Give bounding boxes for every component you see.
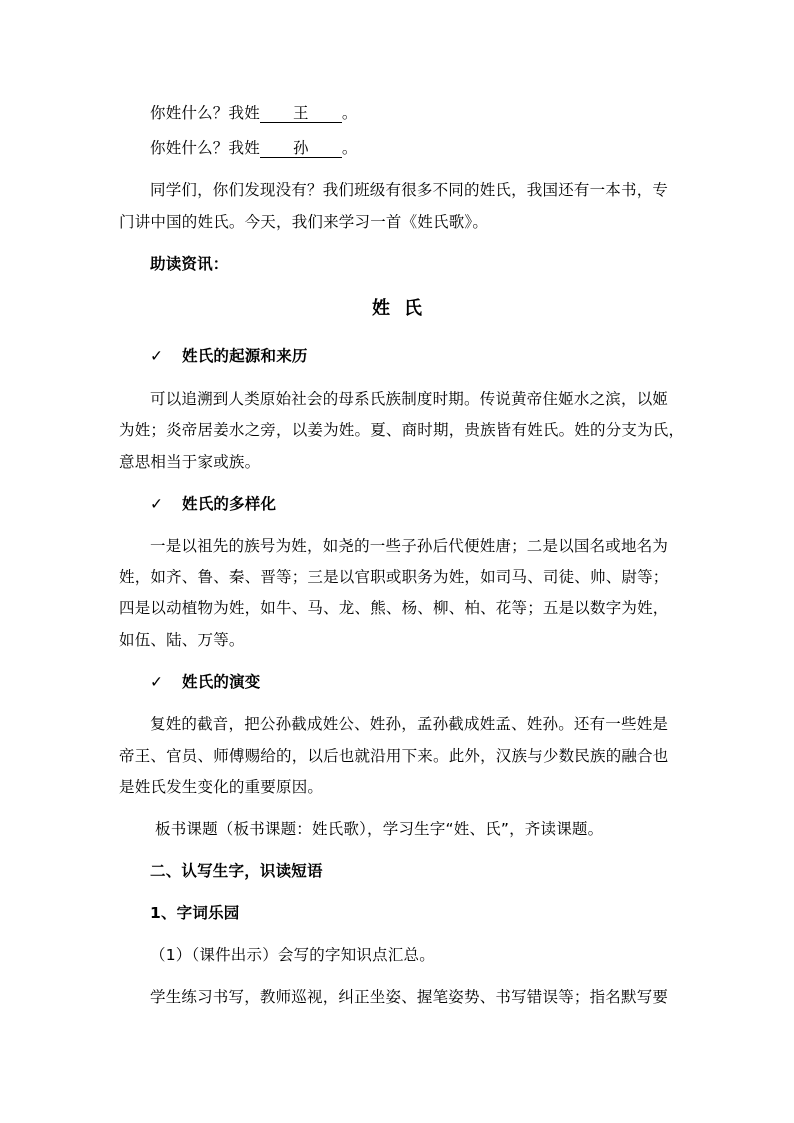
subsection-heading: 1、字词乐园 (150, 904, 240, 922)
paragraph-line: 帝王、官员、师傅赐给的，以后也就沿用下来。此外，汉族与少数民族的融合也 (119, 747, 669, 765)
paragraph-line: 板书课题（板书课题：姓氏歌），学习生字“姓、氏”，齐读课题。 (155, 820, 604, 838)
subheading-text: 姓氏的演变 (182, 673, 261, 691)
paragraph-line: 意思相当于家或族。 (119, 453, 261, 471)
paragraph-line: 姓，如齐、鲁、秦、晋等；三是以官职或职务为姓，如司马、司徒、帅、尉等； (119, 568, 669, 586)
list-item: （1）（课件出示）会写的字知识点汇总。 (150, 946, 435, 964)
paragraph-line: 为姓；炎帝居姜水之旁，以姜为姓。夏、商时期，贵族皆有姓氏。姓的分支为氏， (119, 421, 685, 439)
question-line-2 (150, 138, 710, 158)
paragraph-line: 门讲中国的姓氏。今天，我们来学习一首《姓氏歌》。 (119, 213, 489, 231)
answer-blank: 王 (260, 104, 342, 123)
section-heading: 二、认写生字，识读短语 (150, 862, 323, 880)
paragraph-line: 学生练习书写，教师巡视，纠正坐姿、握笔姿势、书写错误等；指名默写要 (150, 988, 669, 1006)
question-line-1 (150, 103, 710, 123)
subheading-evolution (150, 672, 710, 692)
check-mark-icon: ✓ (150, 347, 164, 365)
question-suffix: 。 (341, 139, 358, 157)
paragraph-line: 是姓氏发生变化的重要原因。 (119, 778, 324, 796)
check-mark-icon: ✓ (150, 495, 164, 513)
question-suffix: 。 (341, 104, 358, 122)
paragraph-line: 如伍、陆、万等。 (119, 631, 245, 649)
paragraph-line: 可以追溯到人类原始社会的母系氏族制度时期。传说黄帝住姬水之滨，以姬 (150, 390, 669, 408)
subheading-text: 姓氏的起源和来历 (182, 347, 308, 365)
paragraph-line: 复姓的截音，把公孙截成姓公、姓孙，孟孙截成姓孟、姓孙。还有一些姓是 (150, 715, 669, 733)
subheading-origin (150, 346, 710, 366)
section-title: 姓氏 (372, 298, 436, 319)
helper-heading: 助读资讯： (150, 255, 229, 273)
paragraph-line: 四是以动植物为姓，如牛、马、龙、熊、杨、柳、柏、花等；五是以数字为姓， (119, 599, 669, 617)
subheading-text: 姓氏的多样化 (182, 495, 277, 513)
subheading-diversity (150, 494, 710, 514)
question-prefix: 你姓什么？我姓 (150, 104, 260, 122)
paragraph-line: 一是以祖先的族号为姓，如尧的一些子孙后代便姓唐；二是以国名或地名为 (150, 537, 669, 555)
paragraph-line: 同学们，你们发现没有？我们班级有很多不同的姓氏，我国还有一本书，专 (150, 181, 669, 199)
check-mark-icon: ✓ (150, 673, 164, 691)
question-prefix: 你姓什么？我姓 (150, 139, 260, 157)
answer-blank: 孙 (260, 139, 342, 158)
